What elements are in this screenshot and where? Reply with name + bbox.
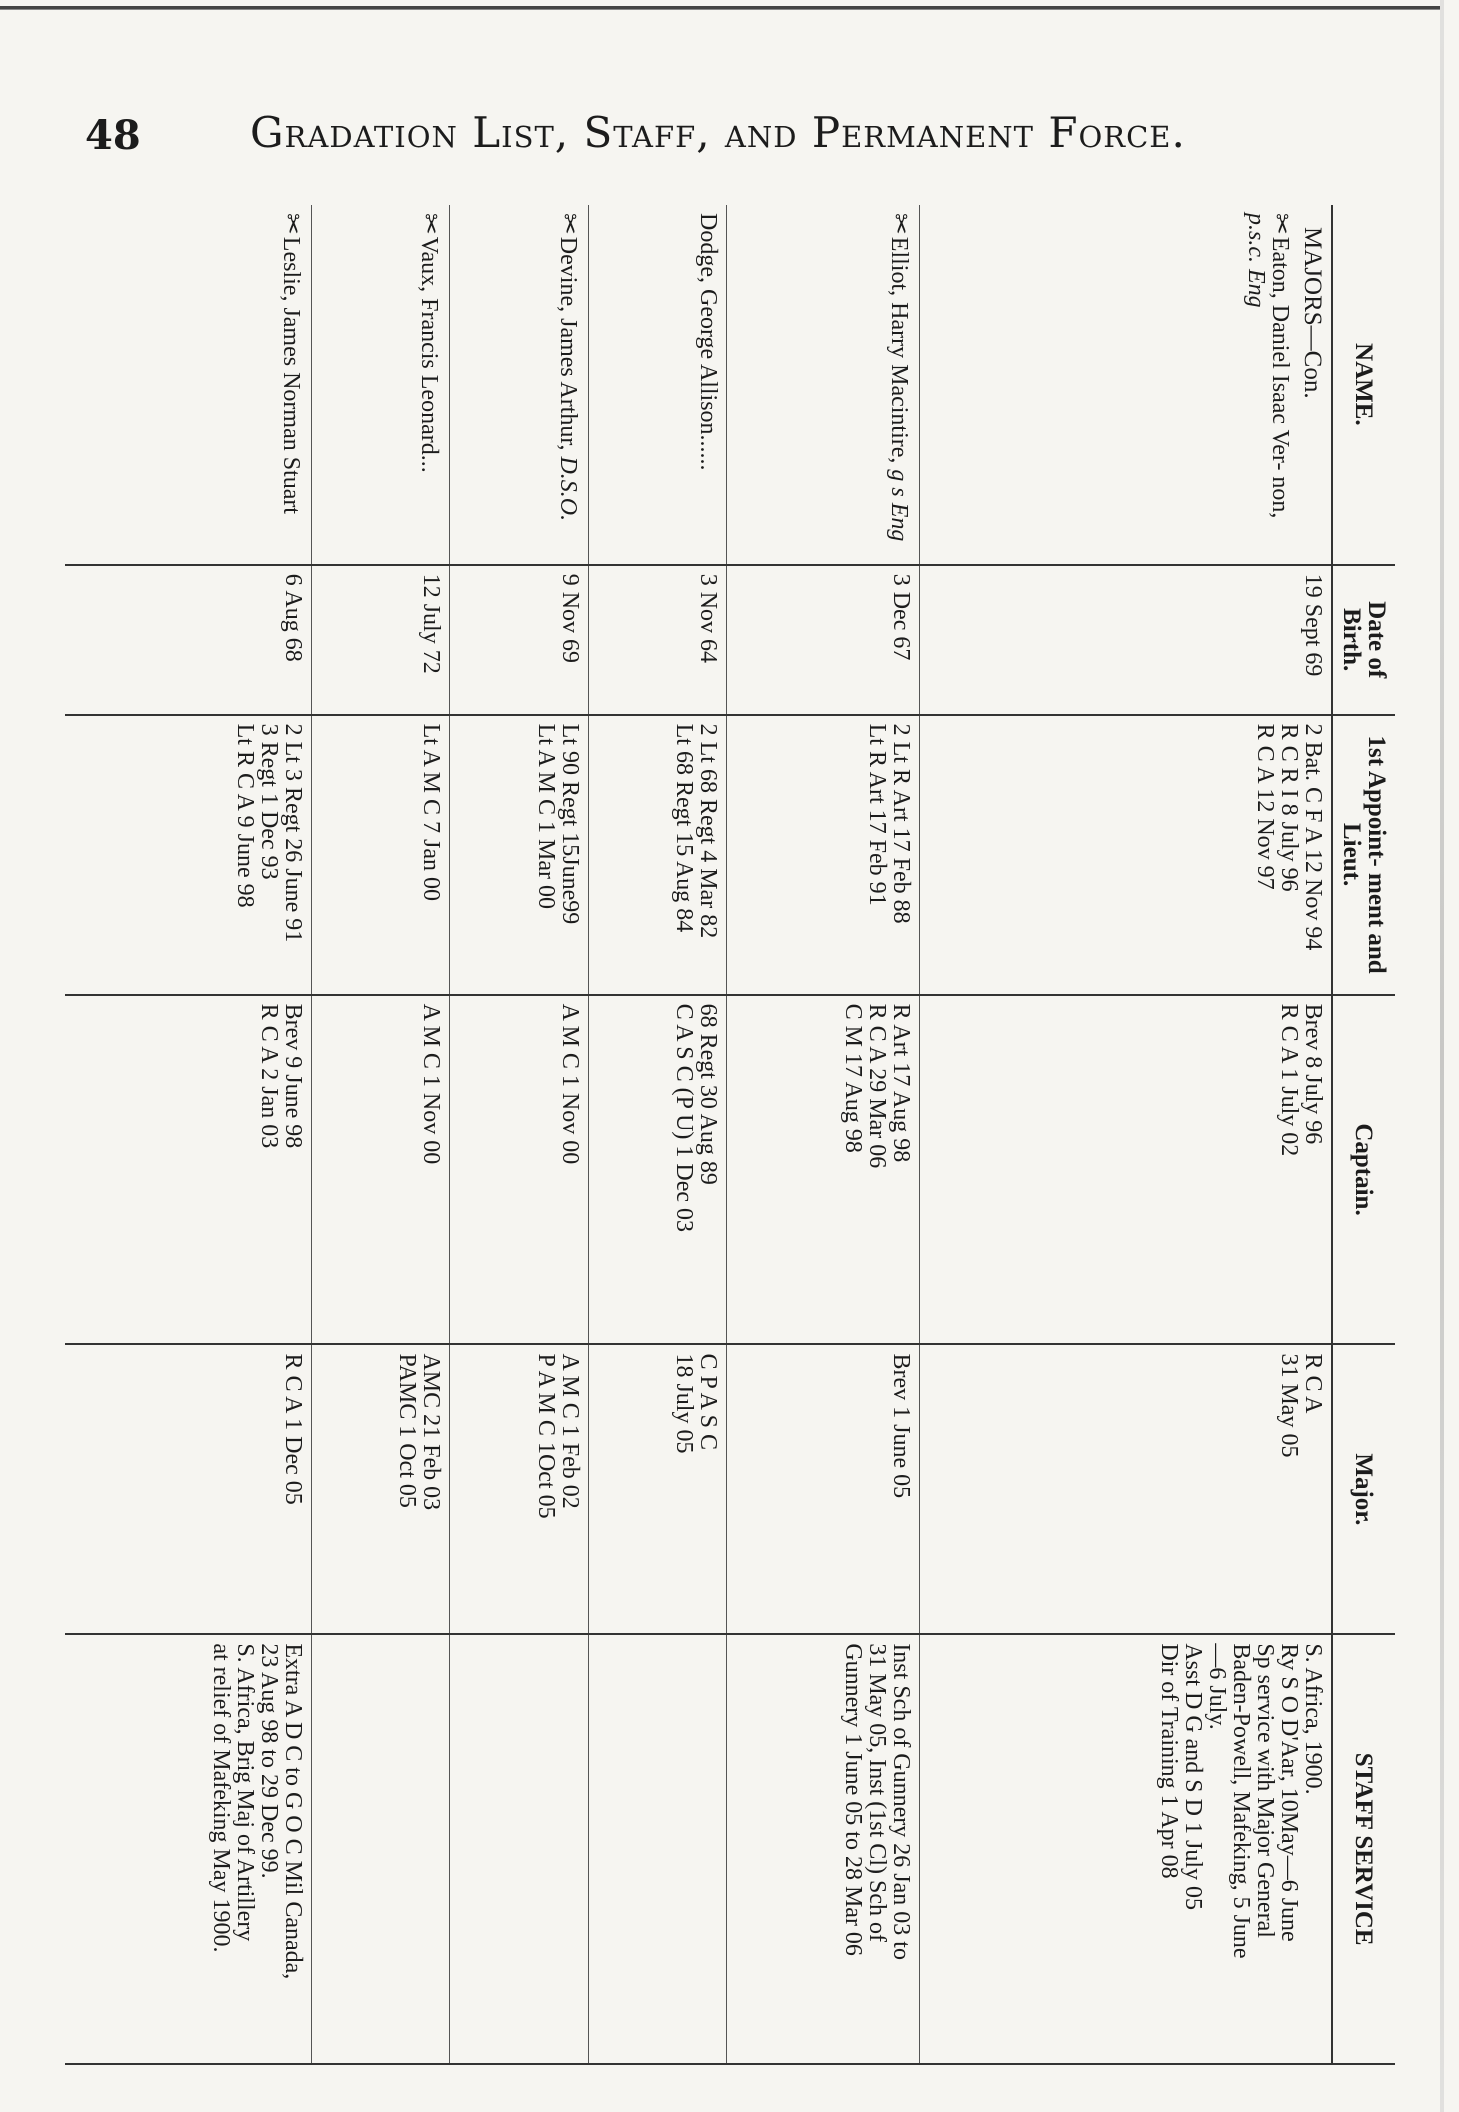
major-cell	[727, 1344, 920, 1634]
first-cell	[65, 715, 311, 995]
date-of-birth: 9 Nov 69	[450, 565, 589, 715]
staff-entry: Extra A D C to G O C Mil Canada,	[279, 1643, 306, 1980]
first-entry: Lt 90 Regt 15June99	[556, 723, 583, 925]
captain-entry: A M C 1 Nov 00	[418, 1003, 445, 1165]
date-of-birth: 3 Dec 67	[727, 565, 920, 715]
first-entry: 2 Bat. C F A 12 Nov 94	[1300, 723, 1326, 951]
captain-entry: R Art 17 Aug 98	[888, 1003, 915, 1163]
first-entry: 2 Lt R Art 17 Feb 88	[888, 723, 915, 924]
table-row	[727, 205, 920, 2064]
page-edge	[1440, 0, 1444, 2112]
captain-cell	[450, 995, 589, 1345]
page-number: 48	[85, 112, 141, 159]
captain-cell	[920, 995, 1332, 1345]
staff-entry: Gunnery 1 June 05 to 28 Mar 06	[840, 1643, 867, 1956]
date-of-birth: 12 July 72	[311, 565, 450, 715]
scissors-mark: ✂	[277, 213, 307, 235]
staff-entry: Ry S O D'Aar, 10May—6 June	[1276, 1643, 1302, 1942]
header-staff-service: STAFF SERVICE	[1332, 1634, 1395, 2064]
major-entry: R C A	[1300, 1353, 1326, 1414]
first-cell	[588, 715, 727, 995]
staff-entry: Dir of Training 1 Apr 08	[1156, 1643, 1182, 1879]
first-entry: Lt R C A 9 June 98	[231, 723, 258, 908]
first-cell	[920, 715, 1332, 995]
header-major: Major.	[1332, 1344, 1395, 1634]
major-entry: PAMC 1 Oct 05	[394, 1353, 421, 1508]
staff-entry: at relief of Mafeking May 1900.	[207, 1643, 234, 1953]
name-cell	[65, 205, 311, 565]
captain-entry: C M 17 Aug 98	[840, 1003, 867, 1153]
officer-name: Eaton, Daniel Isaac Ver- non,	[1267, 236, 1293, 519]
captain-cell	[311, 995, 450, 1345]
captain-cell	[588, 995, 727, 1345]
staff-entry: S. Africa, Brig Maj of Artillery	[231, 1643, 258, 1942]
captain-entry: C A S C (P U) 1 Dec 03	[671, 1003, 698, 1233]
captain-entry: Brev 9 June 98	[279, 1003, 306, 1149]
header-dob: Date of Birth.	[1332, 565, 1395, 715]
captain-entry: 68 Regt 30 Aug 89	[695, 1003, 722, 1185]
scissors-mark: ✂	[1267, 213, 1296, 235]
staff-cell	[450, 1634, 589, 2064]
name-cell	[920, 205, 1332, 565]
table-row	[311, 205, 450, 2064]
date-of-birth: 19 Sept 69	[920, 565, 1332, 715]
major-cell	[588, 1344, 727, 1634]
captain-entry: A M C 1 Nov 00	[556, 1003, 583, 1165]
first-entry: Lt R Art 17 Feb 91	[864, 723, 891, 906]
first-cell	[727, 715, 920, 995]
major-entry: 31 May 05	[1276, 1353, 1302, 1458]
header-captain: Captain.	[1332, 995, 1395, 1345]
staff-entry: S. Africa, 1900.	[1300, 1643, 1326, 1795]
first-cell	[450, 715, 589, 995]
staff-entry: Sp service with Major General	[1252, 1643, 1278, 1938]
major-entry: R C A 1 Dec 05	[279, 1353, 306, 1505]
officer-name: Leslie, James Norman Stuart	[277, 236, 304, 515]
officer-name: Elliot, Harry Macintire,	[886, 236, 913, 464]
name-cell	[727, 205, 920, 565]
table-header-row	[1332, 205, 1395, 2064]
staff-cell	[311, 1634, 450, 2064]
staff-entry: Asst D G and S D 1 July 05	[1180, 1643, 1206, 1910]
first-entry: Lt A M C 7 Jan 00	[418, 723, 445, 901]
scissors-mark: ✂	[416, 213, 446, 235]
major-entry: C P A S C	[695, 1353, 722, 1450]
officer-qualification: g s Eng	[886, 469, 913, 542]
major-entry: AMC 21 Feb 03	[418, 1353, 445, 1511]
officer-qualification: D.S.O.	[554, 456, 581, 522]
major-entry: 18 July 05	[671, 1353, 698, 1454]
officer-name: Vaux, Francis Leonard...	[416, 236, 443, 473]
staff-entry: Inst Sch of Gunnery 26 Jan 03 to	[888, 1643, 915, 1960]
staff-cell	[65, 1634, 311, 2064]
gradation-table	[65, 205, 1395, 2065]
officer-qualification: p.s.c. Eng	[1243, 213, 1269, 308]
page-header: Gradation List, Staff, and Permanent Force.	[250, 108, 1186, 157]
table-row	[588, 205, 727, 2064]
date-of-birth: 3 Nov 64	[588, 565, 727, 715]
captain-entry: R C A 29 Mar 06	[864, 1003, 891, 1169]
captain-entry: Brev 8 July 96	[1300, 1003, 1326, 1145]
captain-cell	[727, 995, 920, 1345]
first-entry: R C R I 8 July 96	[1276, 723, 1302, 892]
first-entry: 2 Lt 3 Regt 26 June 91	[279, 723, 306, 943]
name-cell	[588, 205, 727, 565]
top-rule-thin	[0, 9, 1440, 10]
header-name: NAME.	[1332, 205, 1395, 565]
section-label: MAJORS—Con.	[1299, 227, 1326, 399]
staff-entry: Baden-Powell, Mafeking, 5 June	[1228, 1643, 1254, 1959]
staff-entry: 23 Aug 98 to 29 Dec 99.	[255, 1643, 282, 1879]
major-entry: P A M C 1Oct 05	[532, 1353, 559, 1519]
staff-cell	[727, 1634, 920, 2064]
captain-entry: R C A 1 July 02	[1276, 1003, 1302, 1157]
scissors-mark: ✂	[554, 213, 584, 235]
major-cell	[450, 1344, 589, 1634]
first-entry: 2 Lt 68 Regt 4 Mar 82	[695, 723, 722, 939]
officer-name: Dodge, George Allison......	[695, 213, 722, 471]
name-cell	[311, 205, 450, 565]
gradation-table-rotated	[65, 205, 1395, 2065]
major-entry: Brev 1 June 05	[888, 1353, 915, 1499]
date-of-birth: 6 Aug 68	[65, 565, 311, 715]
major-cell	[65, 1344, 311, 1634]
major-entry: A M C 1 Feb 02	[556, 1353, 583, 1509]
major-cell	[920, 1344, 1332, 1634]
staff-entry: 31 May 05, Inst (1st Cl) Sch of	[864, 1643, 891, 1942]
staff-cell	[920, 1634, 1332, 2064]
scissors-mark: ✂	[886, 213, 916, 235]
major-cell	[311, 1344, 450, 1634]
captain-cell	[65, 995, 311, 1345]
captain-entry: R C A 2 Jan 03	[255, 1003, 282, 1149]
first-entry: Lt 68 Regt 15 Aug 84	[671, 723, 698, 933]
first-cell	[311, 715, 450, 995]
first-entry: Lt A M C 1 Mar 00	[532, 723, 559, 909]
header-first-appointment: 1st Appoint- ment and Lieut.	[1332, 715, 1395, 995]
officer-name: Devine, James Arthur,	[554, 236, 581, 451]
table-row	[65, 205, 311, 2064]
first-entry: R C A 12 Nov 97	[1252, 723, 1278, 890]
name-cell	[450, 205, 589, 565]
staff-cell	[588, 1634, 727, 2064]
first-entry: 3 Regt 1 Dec 93	[255, 723, 282, 880]
staff-entry: —6 July.	[1204, 1643, 1230, 1730]
top-rule	[0, 0, 1440, 9]
table-row	[920, 205, 1332, 2064]
table-row	[450, 205, 589, 2064]
